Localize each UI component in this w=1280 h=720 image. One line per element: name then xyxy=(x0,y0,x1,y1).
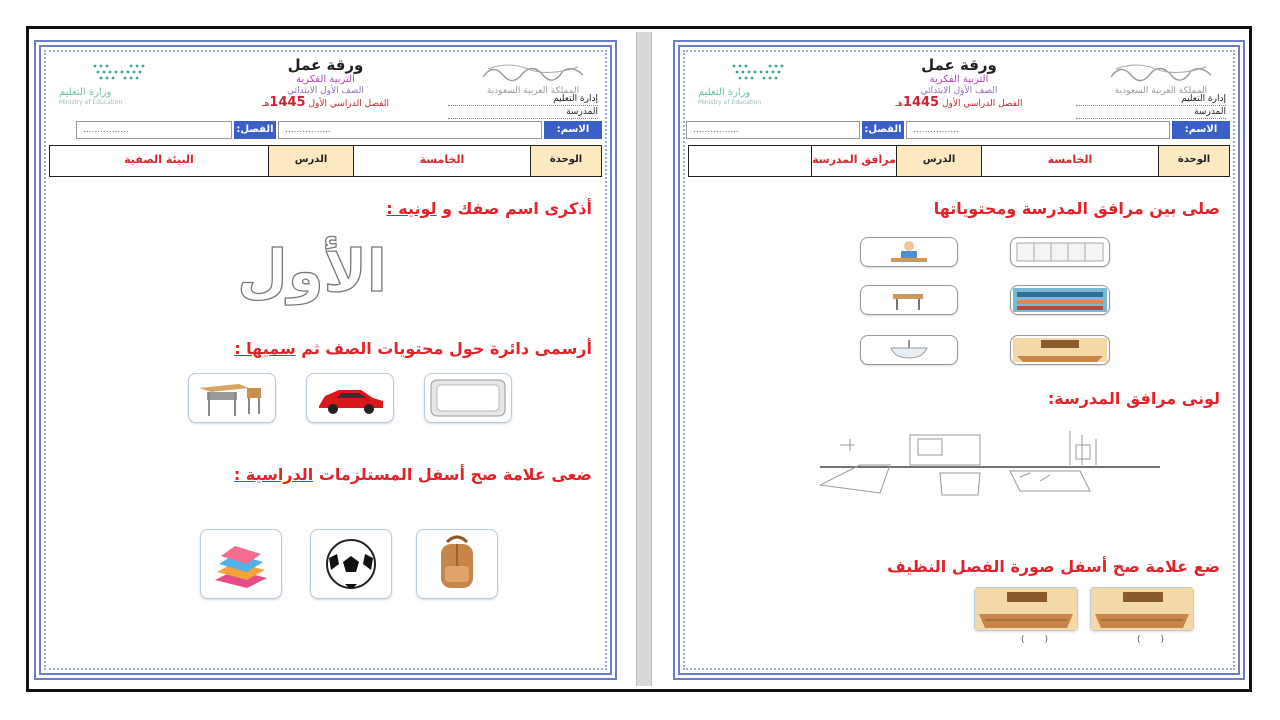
subject-name: التربية الفكرية xyxy=(929,74,989,85)
question-1: أذكرى اسم صفك و لونيه : xyxy=(386,199,592,218)
ministry-logo xyxy=(59,61,169,107)
ministry-name-en: Ministry of Education xyxy=(698,99,762,106)
backpack-card[interactable] xyxy=(416,529,498,599)
name-bar xyxy=(688,119,1230,141)
car-card[interactable] xyxy=(306,373,394,423)
admin-label: إدارة التعليم xyxy=(448,93,598,106)
lesson-value: مرافق المدرسة xyxy=(811,146,896,176)
class-field[interactable]: ................ xyxy=(76,121,232,139)
backpack-icon xyxy=(417,530,497,598)
classroom-icon xyxy=(1011,336,1109,364)
ball-card[interactable] xyxy=(310,529,392,599)
unit-value: الخامسة xyxy=(981,146,1158,176)
messy-classroom-icon xyxy=(1091,588,1193,630)
lesson-label: الدرس xyxy=(268,146,353,176)
library-card[interactable] xyxy=(1010,285,1110,315)
kingdom-text: المملكة العربية السعودية xyxy=(1114,86,1208,96)
admin-label: إدارة التعليم xyxy=(1076,93,1226,106)
grade-name: الصف الأول الابتدائي xyxy=(287,86,364,96)
unit-value: الخامسة xyxy=(353,146,530,176)
books-icon xyxy=(201,530,281,598)
car-icon xyxy=(307,374,393,422)
classroom-card[interactable] xyxy=(1010,335,1110,365)
whiteboard-icon xyxy=(425,374,511,422)
admin-fields xyxy=(1076,93,1226,119)
lesson-value: البيئة الصفية xyxy=(124,153,194,166)
name-label: الاسم: xyxy=(544,121,602,139)
lesson-label: الدرس xyxy=(896,146,981,176)
answer-parens-2[interactable]: ( ) xyxy=(1020,635,1048,645)
question-2: أرسمى دائرة حول محتويات الصف ثم سميها : xyxy=(234,339,592,358)
term-text: الفصل الدراسي الأول 1445هـ xyxy=(262,95,389,110)
question-2: لونى مرافق المدرسة: xyxy=(1047,389,1220,408)
worksheet-title: ورقة عمل xyxy=(921,56,997,74)
outline-word-art xyxy=(212,233,412,307)
ministry-name-ar: وزارة التعليم xyxy=(698,87,751,98)
books-card[interactable] xyxy=(200,529,282,599)
coloring-drawing xyxy=(820,425,1160,501)
class-label: الفصل: xyxy=(234,121,276,139)
unit-row-empty-cell xyxy=(689,146,811,176)
lockers-icon xyxy=(1011,238,1109,266)
worksheet-right xyxy=(673,40,1245,680)
table-card[interactable] xyxy=(860,285,958,315)
unit-row xyxy=(49,145,602,177)
classroom-option-1[interactable] xyxy=(974,587,1078,631)
name-bar xyxy=(49,119,602,141)
student-icon xyxy=(861,238,957,266)
worksheet-header xyxy=(49,53,602,115)
name-label: الاسم: xyxy=(1172,121,1230,139)
soccer-ball-icon xyxy=(311,530,391,598)
ministry-dots-icon xyxy=(728,61,788,83)
question-3: ضعى علامة صح أسفل المستلزمات الدراسية : xyxy=(233,465,592,484)
subject-name: التربية الفكرية xyxy=(296,74,355,85)
school-label: المدرسة xyxy=(448,106,598,119)
kingdom-text: المملكة العربية السعودية xyxy=(486,86,580,96)
lockers-card[interactable] xyxy=(1010,237,1110,267)
name-field[interactable]: ................ xyxy=(278,121,542,139)
ministry-logo xyxy=(698,61,808,107)
ministry-name-en: Ministry of Education xyxy=(59,99,123,106)
class-label: الفصل: xyxy=(862,121,904,139)
clean-classroom-icon xyxy=(975,588,1077,630)
whiteboard-card[interactable] xyxy=(424,373,512,423)
worksheet-header xyxy=(688,53,1230,115)
library-icon xyxy=(1011,286,1109,314)
outline-word: الأول xyxy=(237,237,387,305)
desk-card[interactable] xyxy=(188,373,276,423)
admin-fields xyxy=(448,93,598,119)
unit-row xyxy=(688,145,1230,177)
question-3: ضع علامة صح أسفل صورة الفصل النظيف xyxy=(887,557,1220,576)
ministry-dots-icon xyxy=(89,61,149,83)
unit-label: الوحدة xyxy=(530,146,601,176)
ministry-name-ar: وزارة التعليم xyxy=(59,87,112,98)
student-card[interactable] xyxy=(860,237,958,267)
worksheet-left xyxy=(34,40,617,680)
grade-name: الصف الأول الابتدائي xyxy=(920,86,998,96)
page-gutter xyxy=(636,32,652,686)
worksheet-title: ورقة عمل xyxy=(287,56,364,74)
name-field[interactable]: ................ xyxy=(906,121,1170,139)
table-icon xyxy=(861,286,957,314)
classroom-option-2[interactable] xyxy=(1090,587,1194,631)
sink-card[interactable] xyxy=(860,335,958,365)
sink-icon xyxy=(861,336,957,364)
desk-icon xyxy=(189,374,275,422)
answer-parens-1[interactable]: ( ) xyxy=(1136,635,1164,645)
school-label: المدرسة xyxy=(1076,106,1226,119)
question-1: صلى بين مرافق المدرسة ومحتوياتها xyxy=(933,199,1220,218)
class-field[interactable]: ................ xyxy=(686,121,860,139)
unit-label: الوحدة xyxy=(1158,146,1229,176)
term-text: الفصل الدراسي الأول 1445هـ xyxy=(895,95,1023,110)
